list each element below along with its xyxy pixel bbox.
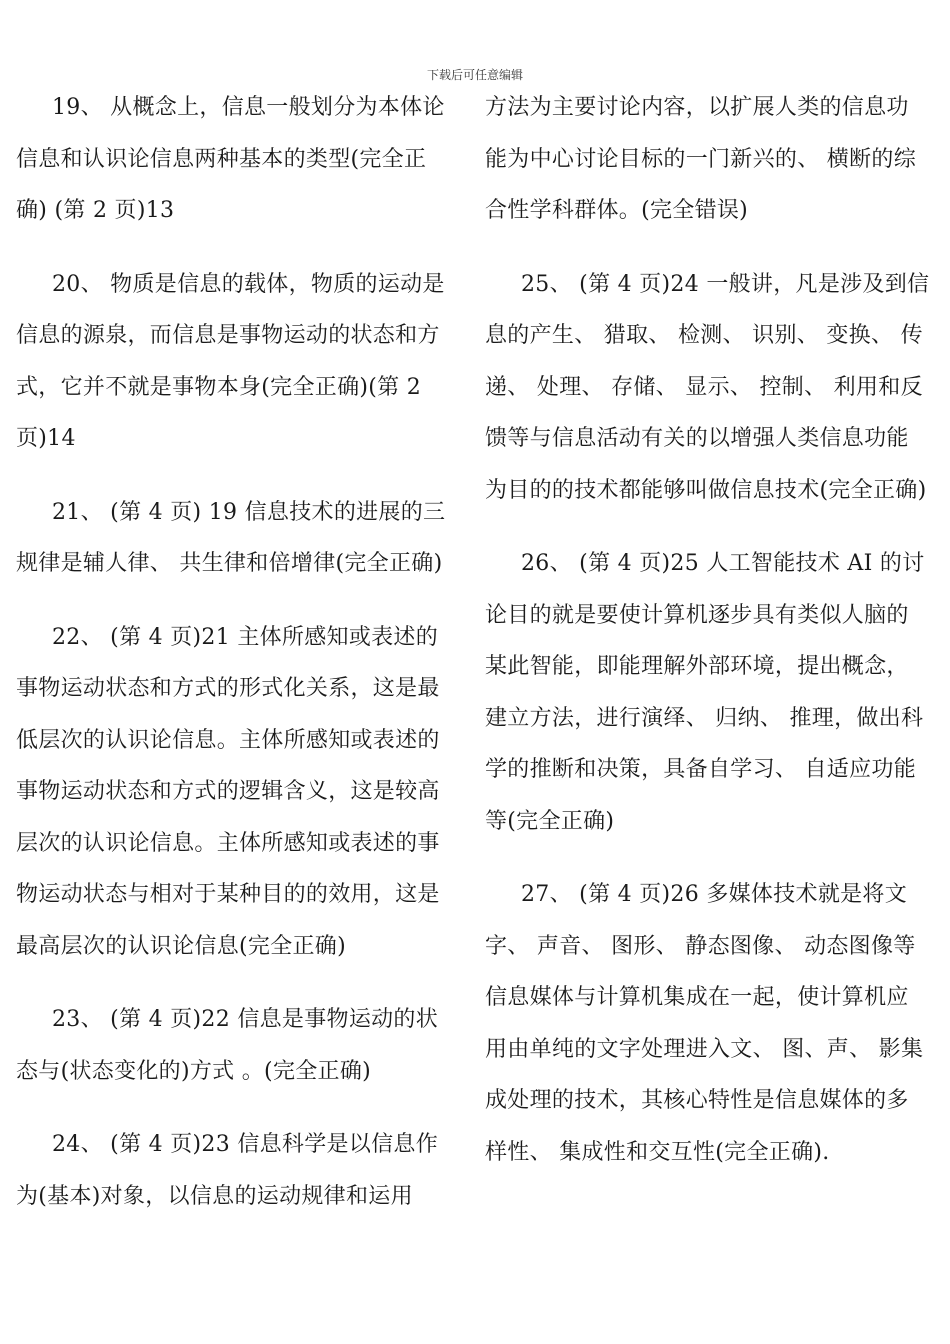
paragraph-26 — [485, 538, 930, 847]
right-column — [485, 82, 930, 1200]
paragraph-20 — [16, 259, 456, 465]
paragraph-19-text: 19、 从概念上，信息一般划分为本体论信息和认识论信息两种基本的类型(完全正确) (第 2 页)13 — [16, 95, 445, 223]
paragraph-23-text: 23、 (第 4 页)22 信息是事物运动的状态与(状态变化的)方式 。(完全正确) — [16, 1007, 439, 1084]
paragraph-27 — [485, 869, 930, 1178]
paragraph-24 — [16, 1119, 456, 1222]
paragraph-23 — [16, 994, 456, 1097]
paragraph-21 — [16, 487, 456, 590]
paragraph-26-text: 26、 (第 4 页)25 人工智能技术 AI 的讨论目的就是要使计算机逐步具有类似人脑的某此智能，即能理解外部环境，提出概念，建立方法，进行演绎、 归纳、 推理，做出科学的推断和决策，具备自学习、 自适应功能等(完全正确) — [485, 551, 925, 834]
left-column — [16, 82, 456, 1244]
paragraph-25 — [485, 259, 930, 517]
paragraph-25-text: 25、 (第 4 页)24 一般讲，凡是涉及到信息的产生、 猎取、 检测、 识别、 变换、 传递、 处理、 存储、 显示、 控制、 利用和反馈等与信息活动有关的以增强人类信息功能为目的的技术都能够叫做信息技术(完全正确) — [485, 271, 930, 503]
paragraph-24-continued-text: 方法为主要讨论内容，以扩展人类的信息功能为中心讨论目标的一门新兴的、 横断的综合性学科群体。(完全错误) — [485, 95, 916, 223]
paragraph-22-text: 22、 (第 4 页)21 主体所感知或表述的事物运动状态和方式的形式化关系，这是最低层次的认识论信息。主体所感知或表述的事物运动状态和方式的逻辑含义，这是较高层次的认识论信息。主体所感知或表述的事物运动状态与相对于某种目的的效用，这是最高层次的认识论信息(完全正确) — [16, 624, 440, 959]
paragraph-24-text: 24、 (第 4 页)23 信息科学是以信息作为(基本)对象，以信息的运动规律和运用 — [16, 1132, 439, 1209]
page-header: 下载后可任意编辑 — [426, 68, 523, 82]
paragraph-27-text: 27、 (第 4 页)26 多媒体技术就是将文字、 声音、 图形、 静态图像、 动态图像等信息媒体与计算机集成在一起，使计算机应用由单纯的文字处理进入文、 图、声、 影集成处理的技术，其核心特性是信息媒体的多样性、 集成性和交互性(完全正确). — [485, 882, 924, 1165]
paragraph-20-text: 20、 物质是信息的载体，物质的运动是信息的源泉，而信息是事物运动的状态和方式，它并不就是事物本身(完全正确)(第 2 页)14 — [16, 271, 445, 451]
paragraph-22 — [16, 612, 456, 973]
paragraph-24-continued — [485, 82, 930, 237]
paragraph-19 — [16, 82, 456, 237]
paragraph-21-text: 21、 (第 4 页) 19 信息技术的进展的三规律是辅人律、 共生律和倍增律(完全正确) — [16, 499, 446, 576]
